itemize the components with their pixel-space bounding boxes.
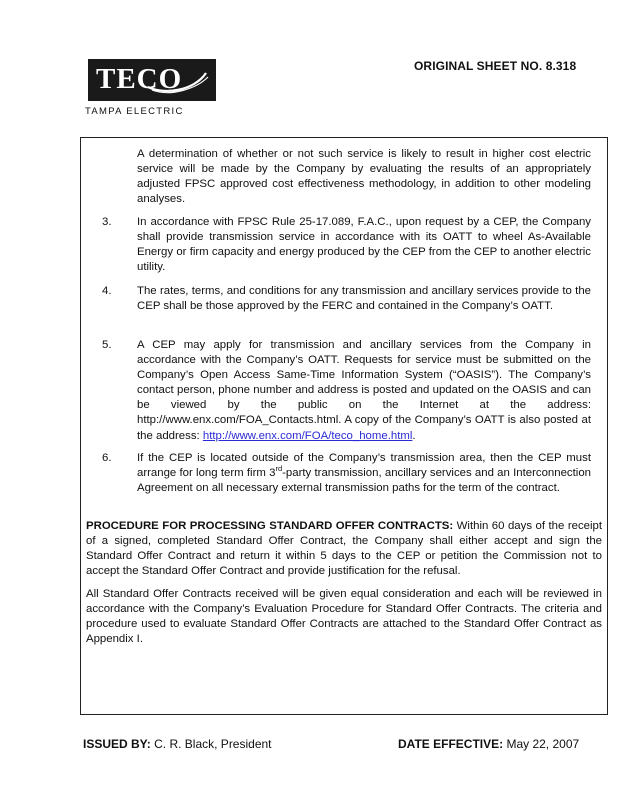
item-5-body: A CEP may apply for transmission and ancillary services from the Company in accordance with the Company’s OATT. Requests for service must be submitted on the Company’s Open Access Same-Time Information System (“OASIS”). The Company’s contact person, phone number and address is posted and updated on the OASIS and can be viewed by the public on the Internet at the address: http://www.enx.com/FOA_Contacts.html. A copy of the Company’s OATT is also posted at the address: [137, 339, 591, 442]
item-text-4: The rates, terms, and conditions for any transmission and ancillary services provide to the CEP shall be those approved by the FERC and contained in the Company’s OATT. [137, 285, 591, 313]
item-6-superscript: rd [275, 464, 283, 474]
date-effective-value: May 22, 2007 [503, 737, 580, 751]
teco-logo [82, 59, 225, 117]
issued-by-label: ISSUED BY: [83, 737, 151, 751]
intro-paragraph: A determination of whether or not such service is likely to result in higher cost electric service will be made by the Company by evaluating the results of an appropriately adjusted FPSC approved cost effectiveness methodology, in addition to other modeling analyses. [137, 148, 591, 206]
item-text-5 [137, 338, 591, 444]
procedure-paragraph [86, 519, 602, 579]
logo-subtitle: TAMPA ELECTRIC [85, 106, 184, 117]
content-frame [80, 137, 608, 715]
item-6-body-end: -party transmission, ancillary services and an Interconnection Agreement on all necessary external transmission paths for the term of the contract. [137, 467, 591, 495]
date-effective [398, 737, 579, 751]
item-text-3: In accordance with FPSC Rule 25-17.089, F.A.C., upon request by a CEP, the Company shall provide transmission service in accordance with its OATT to wheel As-Available Energy or firm capacity and energy produced by the CEP from the CEP to another electric utility. [137, 216, 591, 274]
logo-wordmark: TECO [96, 63, 183, 95]
item-6-body-start: If the CEP is located outside of the Company’s transmission area, then the CEP must arrange for long term firm 3 [137, 452, 591, 480]
item-5-period: . [412, 429, 416, 442]
logo-swoosh-icon [144, 65, 210, 95]
issued-by-value: C. R. Black, President [150, 737, 272, 751]
closing-paragraph: All Standard Offer Contracts received will be given equal consideration and each will be reviewed in accordance with the Company’s Evaluation Procedure for Standard Offer Contracts. The criteria and procedure used to evaluate Standard Offer Contracts are attached to the Standard Offer Contract as Appendix I. [86, 588, 602, 646]
teco-oatt-link[interactable]: http://www.enx.com/FOA/teco_home.html [202, 429, 413, 442]
procedure-text: Within 60 days of the receipt of a signed, completed Standard Offer Contract, the Company shall either accept and sign the Standard Offer Contract and return it within 5 days to the CEP or petition the Commission not to accept the Standard Offer Contract and provide justification for the refusal. [86, 520, 603, 578]
item-number-4: 4. [102, 285, 112, 297]
item-number-5: 5. [102, 339, 112, 351]
item-number-6: 6. [102, 452, 112, 464]
item-text-6 [137, 451, 591, 496]
date-effective-label: DATE EFFECTIVE: [398, 737, 504, 751]
sheet-number: ORIGINAL SHEET NO. 8.318 [414, 59, 577, 73]
issued-by [83, 737, 272, 751]
item-number-3: 3. [102, 216, 112, 228]
procedure-heading: PROCEDURE FOR PROCESSING STANDARD OFFER CONTRACTS: [86, 520, 454, 532]
